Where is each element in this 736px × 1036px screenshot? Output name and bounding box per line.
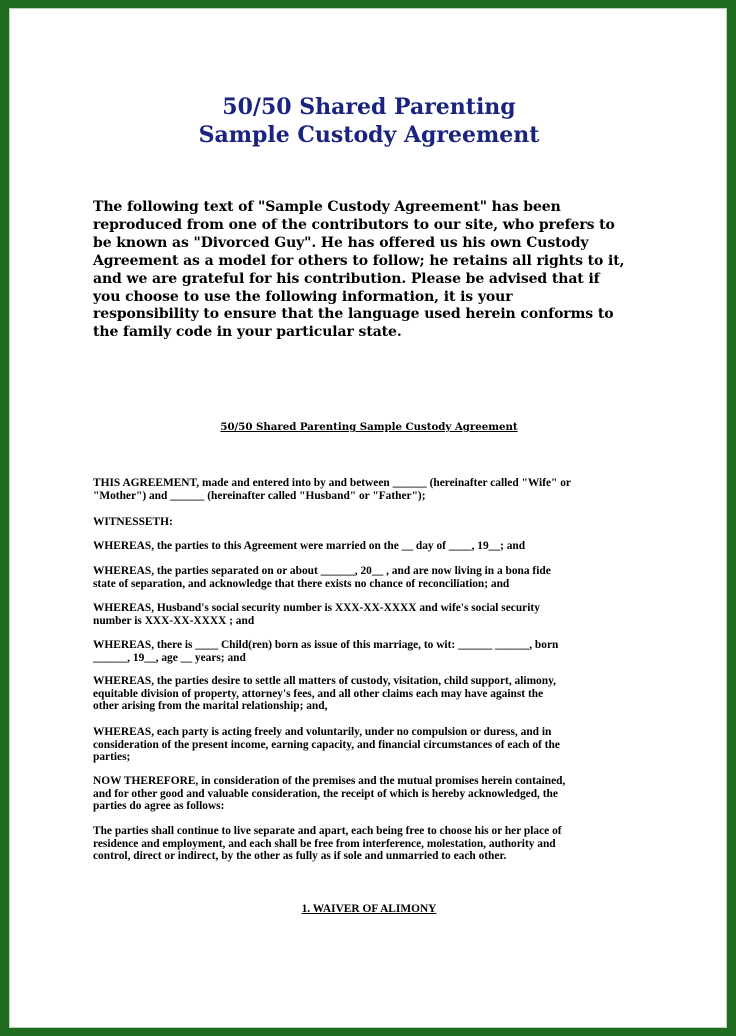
intro-line: and we are grateful for his contribution. Please be advised that if xyxy=(93,270,600,287)
paragraph-line: and for other good and valuable consideration, the receipt of which is hereby acknowledged, the xyxy=(93,787,558,800)
paragraph-line: WITNESSETH: xyxy=(93,516,173,528)
paragraph-line: WHEREAS, the parties to this Agreement were married on the __ day of ____, 19__; and xyxy=(93,540,526,552)
paragraph-line: other arising from the marital relationship; and, xyxy=(93,700,328,713)
agreement-paragraph xyxy=(93,639,658,664)
agreement-paragraph xyxy=(93,775,658,813)
paragraph-line: WHEREAS, there is ____ Child(ren) born as issue of this marriage, to wit: ______ ______, born xyxy=(93,639,559,651)
paragraph-line: WHEREAS, each party is acting freely and voluntarily, under no compulsion or duress, and in xyxy=(93,726,552,738)
paragraph-line: consideration of the present income, earning capacity, and financial circumstances of each of the xyxy=(93,738,560,751)
title-line-1: 50/50 Shared Parenting xyxy=(222,94,516,120)
paragraph-line: NOW THEREFORE, in consideration of the premises and the mutual promises herein contained, xyxy=(93,775,566,787)
paragraph-line: THIS AGREEMENT, made and entered into by and between ______ (hereinafter called "Wife" or xyxy=(93,477,571,489)
agreement-paragraph xyxy=(93,726,658,764)
agreement-paragraph xyxy=(93,477,658,502)
intro-line: be known as "Divorced Guy". He has offered us his own Custody xyxy=(93,234,589,251)
paragraph-line: residence and employment, and each shall be free from interference, molestation, authority and xyxy=(93,837,556,850)
document-title xyxy=(10,93,728,149)
agreement-paragraph xyxy=(93,540,658,553)
paragraph-line: "Mother") and ______ (hereinafter called "Husband" or "Father"); xyxy=(93,489,426,502)
paragraph-line: equitable division of property, attorney's fees, and all other claims each may have against the xyxy=(93,687,544,700)
intro-line: The following text of "Sample Custody Agreement" has been xyxy=(93,199,561,215)
paragraph-line: WHEREAS, the parties separated on or about ______, 20__ , and are now living in a bona fide xyxy=(93,565,551,577)
intro-paragraph xyxy=(93,199,653,342)
paragraph-line: control, direct or indirect, by the other as fully as if sole and unmarried to each other. xyxy=(93,850,507,863)
section-heading: 1. WAIVER OF ALIMONY xyxy=(301,903,437,915)
intro-line: the family code in your particular state. xyxy=(93,324,402,341)
title-line-2: Sample Custody Agreement xyxy=(198,122,540,148)
document-page xyxy=(9,8,727,1028)
paragraph-line: The parties shall continue to live separate and apart, each being free to choose his or her place of xyxy=(93,825,562,837)
agreement-subheading: 50/50 Shared Parenting Sample Custody Agreement xyxy=(220,421,518,433)
agreement-paragraph xyxy=(93,565,658,590)
paragraph-line: number is XXX-XX-XXXX ; and xyxy=(93,614,255,627)
intro-line: reproduced from one of the contributors to our site, who prefers to xyxy=(93,216,615,233)
paragraph-line: parties do agree as follows: xyxy=(93,800,225,813)
agreement-paragraph xyxy=(93,602,658,627)
paragraph-line: ______, 19__, age __ years; and xyxy=(93,651,246,664)
paragraph-line: parties; xyxy=(93,751,131,764)
intro-line: Agreement as a model for others to follow; he retains all rights to it, xyxy=(93,252,625,269)
paragraph-line: WHEREAS, Husband's social security number is XXX-XX-XXXX and wife's social security xyxy=(93,602,540,614)
agreement-paragraph xyxy=(93,675,658,713)
agreement-paragraph xyxy=(93,516,658,529)
agreement-paragraph xyxy=(93,825,658,863)
paragraph-line: WHEREAS, the parties desire to settle all matters of custody, visitation, child support, alimony, xyxy=(93,675,557,687)
intro-line: responsibility to ensure that the language used herein conforms to xyxy=(93,306,614,323)
intro-line: you choose to use the following information, it is your xyxy=(93,288,513,305)
paragraph-line: state of separation, and acknowledge that there exists no chance of reconciliation; and xyxy=(93,577,510,590)
